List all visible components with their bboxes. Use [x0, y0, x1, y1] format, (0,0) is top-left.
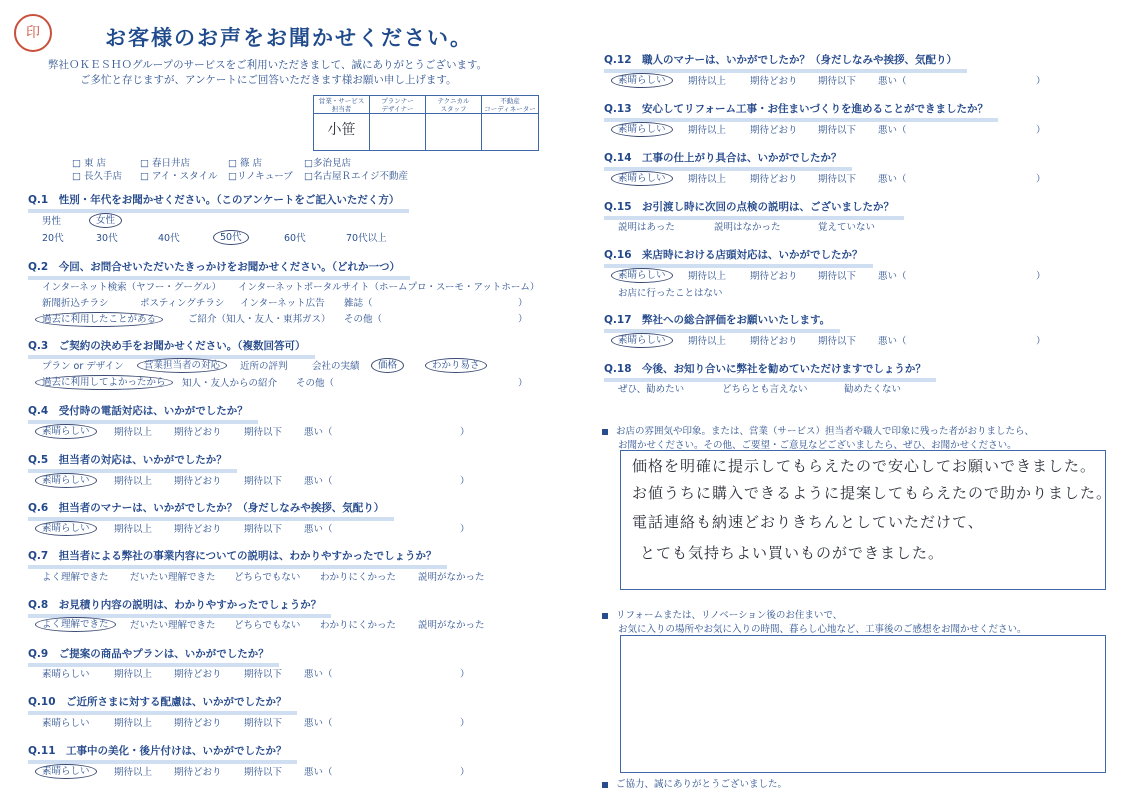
staff-header-realestate: 不動産 コーディネーター — [482, 96, 538, 114]
footer-thanks: ご協力、誠にありがとうございました。 — [616, 779, 788, 790]
q10-expected[interactable]: 期待どおり — [174, 718, 222, 729]
q12-excellent-selected[interactable]: 素晴らしい — [611, 73, 673, 88]
q16-excellent-selected[interactable]: 素晴らしい — [611, 268, 673, 283]
q14-bad[interactable]: 悪い（ — [878, 174, 907, 185]
q6-label: Q.6 担当者のマナーは、いかがでしたか？（身だしなみや挨拶、気配り） — [28, 500, 394, 521]
store-nagoya-r-age[interactable]: □名古屋Ｒエイジ不動産 — [304, 171, 408, 182]
q10-below[interactable]: 期待以下 — [244, 718, 283, 729]
q2-label: Q.2 今回、お問合せいただいたきっかけをお聞かせください。（どれか一つ） — [28, 259, 410, 280]
q5-label: Q.5 担当者の対応は、いかがでしたか？ — [28, 452, 237, 473]
comment1-line-4: とても気持ちよい買いものができました。 — [640, 544, 945, 562]
q13-below[interactable]: 期待以下 — [818, 125, 857, 136]
q2-portal[interactable]: インターネットポータルサイト（ホームプロ・スーモ・アットホーム） — [238, 282, 540, 293]
q3-friend-referral[interactable]: 知人・友人からの紹介 — [182, 378, 278, 389]
q7-understood[interactable]: よく理解できた — [42, 572, 109, 583]
q6-bad[interactable]: 悪い（ — [304, 524, 333, 535]
comment1-prompt-1: お店の雰囲気や印象。または、営業（サービス）担当者や職人で印象に残った者がおりましたら、 — [616, 426, 1035, 437]
q17-below[interactable]: 期待以下 — [818, 336, 857, 347]
q18-not-recommend[interactable]: 勧めたくない — [844, 384, 902, 395]
q1-age-30s[interactable]: 30代 — [96, 233, 118, 244]
comment1-prompt-2: お聞かせください。その他、ご要望・ご意見などございましたら、ぜひ、お聞かせください。 — [618, 440, 1017, 451]
q1-age-70s[interactable]: 70代以上 — [346, 233, 387, 244]
q4-below[interactable]: 期待以下 — [244, 427, 283, 438]
q6-below[interactable]: 期待以下 — [244, 524, 283, 535]
q15-not-explained[interactable]: 説明はなかった — [714, 222, 781, 233]
q16-expected[interactable]: 期待どおり — [750, 271, 798, 282]
q6-bad-close: ） — [460, 524, 470, 535]
q17-bad-close: ） — [1036, 336, 1046, 347]
q7-unclear[interactable]: わかりにくかった — [320, 572, 397, 583]
q15-dont-remember[interactable]: 覚えていない — [818, 222, 876, 233]
q16-never-visited[interactable]: お店に行ったことはない — [618, 288, 723, 299]
q12-bad-close: ） — [1036, 76, 1046, 87]
q4-label: Q.4 受付時の電話対応は、いかがでしたか？ — [28, 403, 258, 424]
q7-none[interactable]: 説明がなかった — [418, 572, 485, 583]
q11-expected[interactable]: 期待どおり — [174, 767, 222, 778]
q15-explained[interactable]: 説明はあった — [618, 222, 675, 233]
q14-below[interactable]: 期待以下 — [818, 174, 857, 185]
q13-above[interactable]: 期待以上 — [688, 125, 727, 136]
q13-bad-close: ） — [1036, 125, 1046, 136]
comment1-line-3: 電話連絡も納速どおりきちんとしていただけて、 — [632, 513, 984, 531]
q14-above[interactable]: 期待以上 — [688, 174, 727, 185]
q2-past-use-selected[interactable]: 過去に利用したことがある — [35, 312, 163, 327]
q4-above[interactable]: 期待以上 — [114, 427, 153, 438]
bullet-square-icon — [602, 613, 608, 619]
q16-bad-close: ） — [1036, 271, 1046, 282]
q10-above[interactable]: 期待以上 — [114, 718, 153, 729]
q8-neutral[interactable]: どちらでもない — [234, 620, 301, 631]
q11-excellent-selected[interactable]: 素晴らしい — [35, 764, 97, 779]
q13-label: Q.13 安心してリフォーム工事・お住まいづくりを進めることができましたか？ — [604, 101, 998, 122]
q10-label: Q.10 ご近所さまに対する配慮は、いかがでしたか？ — [28, 694, 297, 715]
q8-understood-selected[interactable]: よく理解できた — [35, 617, 116, 632]
q2-other[interactable]: その他（ — [344, 314, 383, 325]
q13-bad[interactable]: 悪い（ — [878, 125, 907, 136]
q13-expected[interactable]: 期待どおり — [750, 125, 798, 136]
store-nagakute[interactable]: □ 長久手店 — [72, 171, 122, 182]
q1-age-50s-selected[interactable]: 50代 — [213, 230, 249, 245]
q14-expected[interactable]: 期待どおり — [750, 174, 798, 185]
q9-bad[interactable]: 悪い（ — [304, 669, 333, 680]
staff-table — [313, 95, 539, 151]
q17-label: Q.17 弊社への総合評価をお願いいたします。 — [604, 312, 840, 333]
q3-clarity-selected[interactable]: わかり易さ — [425, 358, 487, 373]
q14-excellent-selected[interactable]: 素晴らしい — [611, 171, 673, 186]
q2-internet-ad[interactable]: インターネット広告 — [240, 298, 325, 309]
q6-above[interactable]: 期待以上 — [114, 524, 153, 535]
q2-magazine-close: ） — [518, 298, 528, 309]
q4-bad-close: ） — [460, 427, 470, 438]
q9-below[interactable]: 期待以下 — [244, 669, 283, 680]
q7-mostly[interactable]: だいたい理解できた — [130, 572, 216, 583]
q3-plan[interactable]: プラン or デザイン — [42, 361, 124, 372]
q7-neutral[interactable]: どちらでもない — [234, 572, 301, 583]
q2-magazine[interactable]: 雑誌（ — [344, 298, 373, 309]
q8-none[interactable]: 説明がなかった — [418, 620, 485, 631]
q2-newspaper[interactable]: 新聞折込チラシ — [42, 298, 109, 309]
q3-past-good-selected[interactable]: 過去に利用してよかったから — [35, 375, 173, 390]
store-renocube[interactable]: □リノキューブ — [228, 171, 293, 182]
q14-label: Q.14 工事の仕上がり具合は、いかがでしたか？ — [604, 150, 852, 171]
q16-above[interactable]: 期待以上 — [688, 271, 727, 282]
q2-referral[interactable]: ご紹介（知人・友人・東邦ガス） — [188, 314, 331, 325]
q17-excellent-selected[interactable]: 素晴らしい — [611, 333, 673, 348]
q10-bad-close: ） — [460, 718, 470, 729]
q5-above[interactable]: 期待以上 — [114, 476, 153, 487]
q9-bad-close: ） — [460, 669, 470, 680]
q9-above[interactable]: 期待以上 — [114, 669, 153, 680]
staff-value-planner[interactable] — [370, 114, 426, 150]
q4-expected[interactable]: 期待どおり — [174, 427, 222, 438]
intro-line-1: 弊社ＯＫＥＳＨＯグループのサービスをご利用いただきまして、誠にありがとうございます。 — [48, 59, 488, 71]
q10-excellent[interactable]: 素晴らしい — [42, 718, 90, 729]
q3-track-record[interactable]: 会社の実績 — [312, 361, 360, 372]
staff-value-realestate[interactable] — [482, 114, 538, 150]
q18-recommend[interactable]: ぜひ、勧めたい — [618, 384, 685, 395]
store-i-style[interactable]: □ アイ・スタイル — [140, 171, 218, 182]
seal-stamp: 印 — [14, 14, 52, 52]
bullet-square-icon — [602, 429, 608, 435]
q16-label: Q.16 来店時における店頭対応は、いかがでしたか？ — [604, 247, 873, 268]
q4-excellent-selected[interactable]: 素晴らしい — [35, 424, 97, 439]
q16-bad[interactable]: 悪い（ — [878, 271, 907, 282]
q8-unclear[interactable]: わかりにくかった — [320, 620, 397, 631]
q9-label: Q.9 ご提案の商品やプランは、いかがでしたか？ — [28, 646, 279, 667]
staff-value-sales[interactable]: 小笹 — [314, 114, 370, 150]
q13-excellent-selected[interactable]: 素晴らしい — [611, 122, 673, 137]
q5-excellent-selected[interactable]: 素晴らしい — [35, 473, 97, 488]
q9-excellent[interactable]: 素晴らしい — [42, 669, 90, 680]
staff-header-planner: プランナー デザイナー — [370, 96, 426, 114]
q11-below[interactable]: 期待以下 — [244, 767, 283, 778]
q11-bad-close: ） — [460, 767, 470, 778]
q5-below[interactable]: 期待以下 — [244, 476, 283, 487]
q18-neutral[interactable]: どちらとも言えない — [722, 384, 808, 395]
q6-excellent-selected[interactable]: 素晴らしい — [35, 521, 97, 536]
q6-expected[interactable]: 期待どおり — [174, 524, 222, 535]
q10-bad[interactable]: 悪い（ — [304, 718, 333, 729]
comment2-prompt-1: リフォームまたは、リノベーション後のお住まいで、 — [616, 610, 843, 621]
staff-header-technical: テクニカル スタッフ — [426, 96, 482, 114]
q11-label: Q.11 工事中の美化・後片付けは、いかがでしたか？ — [28, 743, 297, 764]
store-shinohara[interactable]: □ 篠 店 — [228, 158, 263, 169]
store-kasugai[interactable]: □ 春日井店 — [140, 158, 190, 169]
comment1-line-1: 価格を明確に提示してもらえたので安心してお願いできました。 — [632, 457, 1097, 475]
q1-label: Q.1 性別・年代をお聞かせください。（このアンケートをご記入いただく方） — [28, 192, 409, 213]
q3-sales-staff-selected[interactable]: 営業担当者の対応 — [137, 358, 227, 373]
q1-female-selected[interactable]: 女性 — [89, 213, 122, 228]
q3-reputation[interactable]: 近所の評判 — [240, 361, 288, 372]
q17-bad[interactable]: 悪い（ — [878, 336, 907, 347]
q16-below[interactable]: 期待以下 — [818, 271, 857, 282]
q1-age-40s[interactable]: 40代 — [158, 233, 180, 244]
comment2-textbox[interactable] — [620, 635, 1106, 773]
q2-search[interactable]: インターネット検索（ヤフー・グーグル） — [42, 282, 222, 293]
q1-age-20s[interactable]: 20代 — [42, 233, 64, 244]
q1-age-60s[interactable]: 60代 — [284, 233, 306, 244]
q1-male[interactable]: 男性 — [42, 216, 62, 227]
q9-expected[interactable]: 期待どおり — [174, 669, 222, 680]
q3-other-close: ） — [518, 378, 528, 389]
staff-value-technical[interactable] — [426, 114, 482, 150]
q8-label: Q.8 お見積り内容の説明は、わかりやすかったでしょうか？ — [28, 597, 331, 618]
q12-expected[interactable]: 期待どおり — [750, 76, 798, 87]
staff-header-sales: 営業・サービス 担当者 — [314, 96, 370, 114]
q7-label: Q.7 担当者による弊社の事業内容についての説明は、わかりやすかったでしょうか？ — [28, 548, 447, 569]
store-tajimi[interactable]: □多治見店 — [304, 158, 351, 169]
intro-line-2: ご多忙と存じますが、アンケートにご回答いただきます様お願い申し上げます。 — [80, 74, 457, 86]
page-title: お客様のお声をお聞かせください。 — [105, 26, 473, 50]
q3-other[interactable]: その他（ — [296, 378, 335, 389]
q5-bad[interactable]: 悪い（ — [304, 476, 333, 487]
q3-label: Q.3 ご契約の決め手をお聞かせください。（複数回答可） — [28, 338, 315, 359]
q12-bad[interactable]: 悪い（ — [878, 76, 907, 87]
q11-bad[interactable]: 悪い（ — [304, 767, 333, 778]
comment2-prompt-2: お気に入りの場所やお気に入りの時間、暮らし心地など、工事後のご感想をお聞かせください。 — [618, 624, 1027, 635]
q11-above[interactable]: 期待以上 — [114, 767, 153, 778]
q5-expected[interactable]: 期待どおり — [174, 476, 222, 487]
q12-below[interactable]: 期待以下 — [818, 76, 857, 87]
q15-label: Q.15 お引渡し時に次回の点検の説明は、ございましたか？ — [604, 199, 904, 220]
q2-other-close: ） — [518, 314, 528, 325]
q5-bad-close: ） — [460, 476, 470, 487]
q2-posting[interactable]: ポスティングチラシ — [140, 298, 225, 309]
q17-above[interactable]: 期待以上 — [688, 336, 727, 347]
q18-label: Q.18 今後、お知り合いに弊社を勧めていただけますでしょうか？ — [604, 361, 936, 382]
q14-bad-close: ） — [1036, 174, 1046, 185]
q12-label: Q.12 職人のマナーは、いかがでしたか？（身だしなみや挨拶、気配り） — [604, 52, 967, 73]
bullet-square-icon — [602, 782, 608, 788]
q17-expected[interactable]: 期待どおり — [750, 336, 798, 347]
comment1-line-2: お値うちに購入できるように提案してもらえたので助かりました。 — [632, 484, 1113, 502]
store-higashi[interactable]: □ 東 店 — [72, 158, 107, 169]
q12-above[interactable]: 期待以上 — [688, 76, 727, 87]
q4-bad[interactable]: 悪い（ — [304, 427, 333, 438]
q8-mostly[interactable]: だいたい理解できた — [130, 620, 216, 631]
q3-price-selected[interactable]: 価格 — [371, 358, 404, 373]
